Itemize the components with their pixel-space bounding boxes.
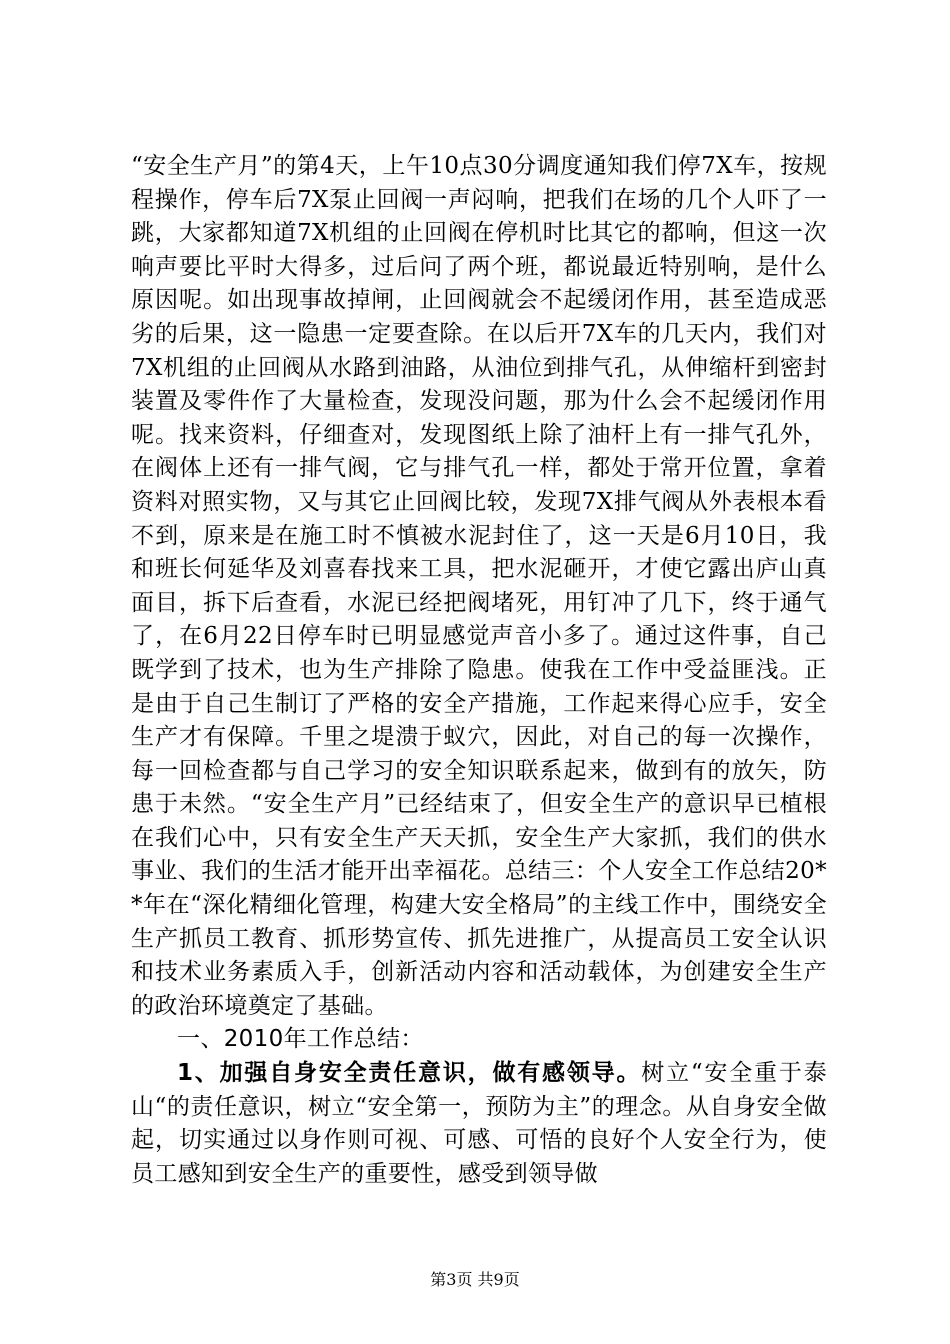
page-number-footer: 第3页 共9页 — [430, 1270, 520, 1289]
body-paragraph: “安全生产月”的第4天，上午10点30分调度通知我们停7X车，按规程操作，停车后7X泵止回阀一声闷响，把我们在场的几个人吓了一跳，大家都知道7X机组的止回阀在停机时比其它的都响，但这一次响声要比平时大得多，过后问了两个班，都说最近特别响，是什么原因呢。如出现事故掉闸，止回阀就会不起缓闭作用，甚至造成恶劣的后果，这一隐患一定要查除。在以后开7X车的几天内，我们对7X机组的止回阀从水路到油路，从油位到排气孔，从伸缩杆到密封装置及零件作了大量检查，发现没问题，那为什么会不起缓闭作用呢。找来资料，仔细查对，发现图纸上除了油杆上有一排气孔外，在阀体上还有一排气阀，它与排气孔一样，都处于常开位置，拿着资料对照实物，又与其它止回阀比较，发现7X排气阀从外表根本看不到，原来是在施工时不慎被水泥封住了，这一天是6月10日，我和班长何延华及刘喜春找来工具，把水泥砸开，才使它露出庐山真面目，拆下后查看，水泥已经把阀堵死，用钉冲了几下，终于通气了，在6月22日停车时已明显感觉声音小多了。通过这件事，自己既学到了技术，也为生产排除了隐患。使我在工作中受益匪浅。正是由于自己生制订了严格的安全产措施，工作起来得心应手，安全生产才有保障。千里之堤溃于蚁穴，因此，对自己的每一次操作，每一回检查都与自己学习的安全知识联系起来，做到有的放矢，防患于未然。“安全生产月”已经结束了，但安全生产的意识早已植根在我们心中，只有安全生产天天抓，安全生产大家抓，我们的供水事业、我们的生活才能开出幸福花。总结三：个人安全工作总结20**年在“深化精细化管理，构建大安全格局”的主线工作中，围绕安全生产抓员工教育、抓形势宣传、抓先进推广，从提高员工安全认识和技术业务素质入手，创新活动内容和活动载体，为创建安全生产的政治环境奠定了基础。 — [131, 153, 827, 1019]
document-body — [131, 150, 827, 1191]
item-lead-text: 1、加强自身安全责任意识，做有感领导。 — [177, 1060, 642, 1087]
item-body-text: 树立“安全重于泰山“的责任意识，树立“安全第一，预防为主”的理念。从自身安全做起，切实通过以身作则可视、可感、可悟的良好个人安全行为，使员工感知到安全生产的重要性，感受到领导做 — [131, 1060, 827, 1187]
section-heading: 一、2010年工作总结： — [177, 1026, 424, 1053]
numbered-item — [131, 1057, 827, 1191]
